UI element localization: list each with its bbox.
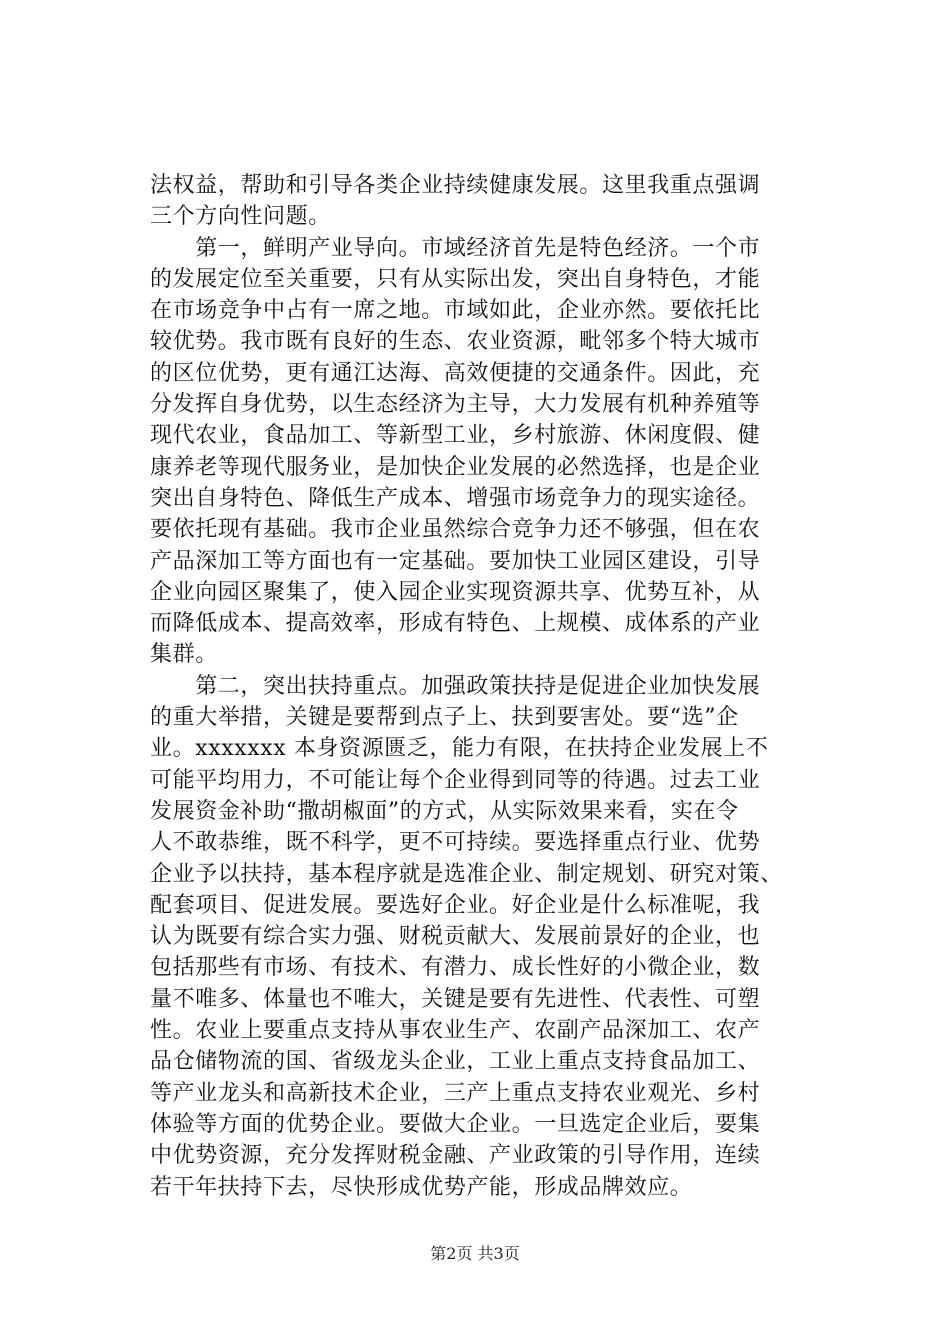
text-line: 产品深加工等方面也有一定基础。要加快工业园区建设，引导 bbox=[150, 548, 761, 574]
text-line: 要依托现有基础。我市企业虽然综合竞争力还不够强，但在农 bbox=[150, 517, 761, 543]
text-line: 业。xxxxxxx 本身资源匮乏，能力有限，在扶持企业发展上不 bbox=[150, 736, 769, 762]
text-line: 三个方向性问题。 bbox=[150, 204, 331, 230]
text-line: 现代农业，食品加工、等新型工业，乡村旅游、休闲度假、健 bbox=[150, 423, 761, 449]
text-line: 较优势。我市既有良好的生态、农业资源，毗邻多个特大城市 bbox=[150, 329, 761, 355]
text-line: 在市场竞争中占有一席之地。市域如此，企业亦然。要依托比 bbox=[150, 298, 761, 324]
text-line: 认为既要有综合实力强、财税贡献大、发展前景好的企业，也 bbox=[150, 924, 761, 950]
text-line: 中优势资源，充分发挥财税金融、产业政策的引导作用，连续 bbox=[150, 1143, 761, 1169]
text-line: 集群。 bbox=[150, 642, 218, 668]
text-line: 而降低成本、提高效率，形成有特色、上规模、成体系的产业 bbox=[150, 611, 761, 637]
text-line: 包括那些有市场、有技术、有潜力、成长性好的小微企业，数 bbox=[150, 955, 761, 981]
text-line: 品仓储物流的国、省级龙头企业，工业上重点支持食品加工、 bbox=[150, 1049, 761, 1075]
text-line: 企业予以扶持，基本程序就是选准企业、制定规划、研究对策、 bbox=[150, 861, 783, 887]
text-line: 性。农业上要重点支持从事农业生产、农副产品深加工、农产 bbox=[150, 1018, 761, 1044]
page-number-footer: 第2页 共3页 bbox=[430, 1244, 520, 1263]
text-line: 量不唯多、体量也不唯大，关键是要有先进性、代表性、可塑 bbox=[150, 986, 761, 1012]
text-line: 配套项目、促进发展。要选好企业。好企业是什么标准呢，我 bbox=[150, 892, 761, 918]
text-line: 突出自身特色、降低生产成本、增强市场竞争力的现实途径。 bbox=[150, 485, 761, 511]
text-line: 人不敢恭维，既不科学，更不可持续。要选择重点行业、优势 bbox=[150, 830, 761, 856]
document-body bbox=[150, 170, 832, 1203]
text-line: 的发展定位至关重要，只有从实际出发，突出自身特色，才能 bbox=[150, 266, 761, 292]
text-line: 第二，突出扶持重点。加强政策扶持是促进企业加快发展 bbox=[150, 673, 761, 699]
text-line: 发展资金补助“撒胡椒面”的方式，从实际效果来看，实在令 bbox=[150, 798, 739, 824]
text-line: 第一，鲜明产业导向。市域经济首先是特色经济。一个市 bbox=[150, 235, 761, 261]
text-line: 法权益，帮助和引导各类企业持续健康发展。这里我重点强调 bbox=[150, 173, 761, 198]
text-line: 体验等方面的优势企业。要做大企业。一旦选定企业后，要集 bbox=[150, 1111, 761, 1137]
text-line: 康养老等现代服务业，是加快企业发展的必然选择，也是企业 bbox=[150, 454, 761, 480]
text-line: 的重大举措，关键是要帮到点子上、扶到要害处。要“选”企 bbox=[150, 705, 739, 731]
text-line: 的区位优势，更有通江达海、高效便捷的交通条件。因此，充 bbox=[150, 360, 761, 386]
text-line: 企业向园区聚集了，使入园企业实现资源共享、优势互补，从 bbox=[150, 579, 761, 605]
text-line: 若干年扶持下去，尽快形成优势产能，形成品牌效应。 bbox=[150, 1174, 693, 1200]
text-line: 可能平均用力，不可能让每个企业得到同等的待遇。过去工业 bbox=[150, 767, 761, 793]
text-line: 分发挥自身优势，以生态经济为主导，大力发展有机种养殖等 bbox=[150, 392, 761, 418]
text-line: 等产业龙头和高新技术企业，三产上重点支持农业观光、乡村 bbox=[150, 1080, 761, 1106]
